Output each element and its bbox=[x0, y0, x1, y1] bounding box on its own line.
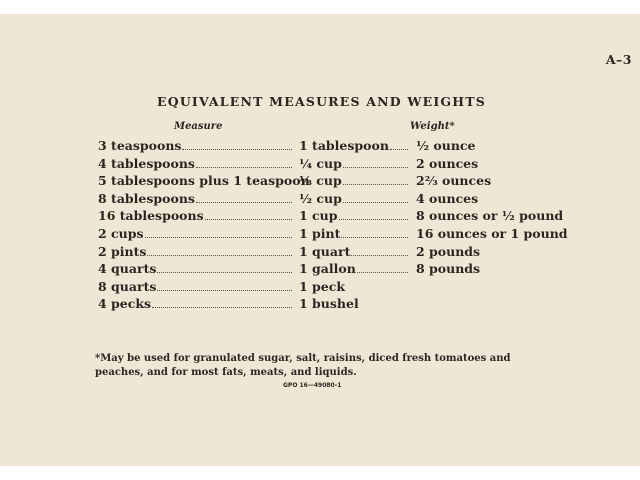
measure-text: 4 pecks bbox=[98, 296, 152, 312]
page-id: A–3 bbox=[605, 52, 632, 67]
column-header-measure: Measure bbox=[174, 121, 223, 132]
equivalent-cell bbox=[299, 243, 410, 260]
measure-cell bbox=[98, 155, 294, 172]
weight-text: ½ ounce bbox=[416, 138, 476, 153]
column-header-weight: Weight* bbox=[410, 121, 455, 132]
weight-cell bbox=[416, 172, 491, 189]
footnote: *May be used for granulated sugar, salt, raisins, diced fresh tomatoes and peaches, and for most fats, meats, and liquids. bbox=[95, 353, 511, 378]
weight-text: 2⅔ ounces bbox=[416, 173, 492, 189]
weight-cell bbox=[416, 225, 568, 242]
measure-cell bbox=[98, 295, 294, 312]
weight-cell bbox=[416, 243, 480, 260]
measure-cell bbox=[98, 172, 310, 189]
dot-leader bbox=[205, 208, 292, 220]
dot-leader bbox=[339, 208, 409, 220]
measure-cell bbox=[98, 225, 294, 242]
equivalent-cell bbox=[299, 155, 410, 172]
equivalent-text: 1 gallon bbox=[299, 261, 356, 277]
dot-leader bbox=[357, 261, 408, 273]
equivalent-text: 1 peck bbox=[299, 278, 346, 294]
weight-text: 4 ounces bbox=[416, 190, 479, 206]
dot-leader bbox=[343, 191, 408, 203]
equivalent-cell bbox=[299, 225, 410, 242]
dot-leader bbox=[341, 226, 408, 238]
printer-code: GPO 16—49080-1 bbox=[283, 382, 342, 389]
dot-leader bbox=[147, 244, 292, 256]
dot-leader bbox=[152, 296, 292, 308]
measure-cell bbox=[98, 207, 294, 224]
measure-text: 8 tablespoons bbox=[98, 190, 195, 206]
dot-leader bbox=[196, 191, 292, 203]
equivalent-cell bbox=[299, 137, 410, 154]
equivalent-cell bbox=[299, 207, 410, 224]
dot-leader bbox=[196, 156, 292, 168]
measure-cell bbox=[98, 137, 294, 154]
equivalent-text: 1 quart bbox=[299, 243, 351, 259]
equivalent-text: 1 pint bbox=[299, 225, 341, 241]
measure-cell bbox=[98, 243, 294, 260]
measure-cell bbox=[98, 190, 294, 207]
equivalent-cell bbox=[299, 172, 410, 189]
equivalent-text: ⅓ cup bbox=[299, 173, 342, 189]
weight-cell bbox=[416, 190, 478, 207]
measure-cell bbox=[98, 260, 294, 277]
equivalent-text: 1 tablespoon bbox=[299, 138, 389, 153]
measure-text: 3 teaspoons bbox=[98, 138, 182, 153]
measure-text: 2 pints bbox=[98, 243, 147, 259]
recipe-card bbox=[0, 14, 640, 466]
measure-text: 5 tablespoons plus 1 teaspoon bbox=[98, 173, 310, 189]
equivalent-cell bbox=[299, 190, 410, 207]
weight-text: 8 ounces or ½ pound bbox=[416, 208, 564, 224]
equivalent-text: 1 bushel bbox=[299, 296, 359, 312]
measure-text: 2 cups bbox=[98, 225, 144, 241]
measure-cell bbox=[98, 278, 294, 295]
measure-text: 16 tablespoons bbox=[98, 208, 204, 224]
measure-text: 8 quarts bbox=[98, 278, 157, 294]
equivalent-text: ½ cup bbox=[299, 190, 342, 206]
weight-text: 16 ounces or 1 pound bbox=[416, 225, 568, 241]
dot-leader bbox=[343, 156, 408, 168]
weight-cell bbox=[416, 207, 563, 224]
equivalent-cell bbox=[299, 295, 410, 312]
dot-leader bbox=[145, 226, 292, 238]
dot-leader bbox=[182, 138, 292, 150]
dot-leader bbox=[343, 173, 408, 185]
card-title: EQUIVALENT MEASURES AND WEIGHTS bbox=[157, 94, 487, 109]
weight-text: 2 ounces bbox=[416, 155, 479, 171]
equivalent-cell bbox=[299, 278, 410, 295]
dot-leader bbox=[351, 244, 408, 256]
measure-text: 4 quarts bbox=[98, 261, 157, 277]
dot-leader bbox=[157, 261, 292, 273]
equivalent-text: ¼ cup bbox=[299, 155, 342, 171]
measure-text: 4 tablespoons bbox=[98, 155, 195, 171]
weight-cell bbox=[416, 137, 475, 154]
equivalent-cell bbox=[299, 260, 410, 277]
weight-cell bbox=[416, 260, 480, 277]
weight-cell bbox=[416, 155, 478, 172]
dot-leader bbox=[390, 138, 408, 150]
dot-leader bbox=[157, 279, 292, 291]
equivalent-text: 1 cup bbox=[299, 208, 338, 224]
weight-text: 2 pounds bbox=[416, 243, 481, 259]
weight-text: 8 pounds bbox=[416, 261, 481, 277]
